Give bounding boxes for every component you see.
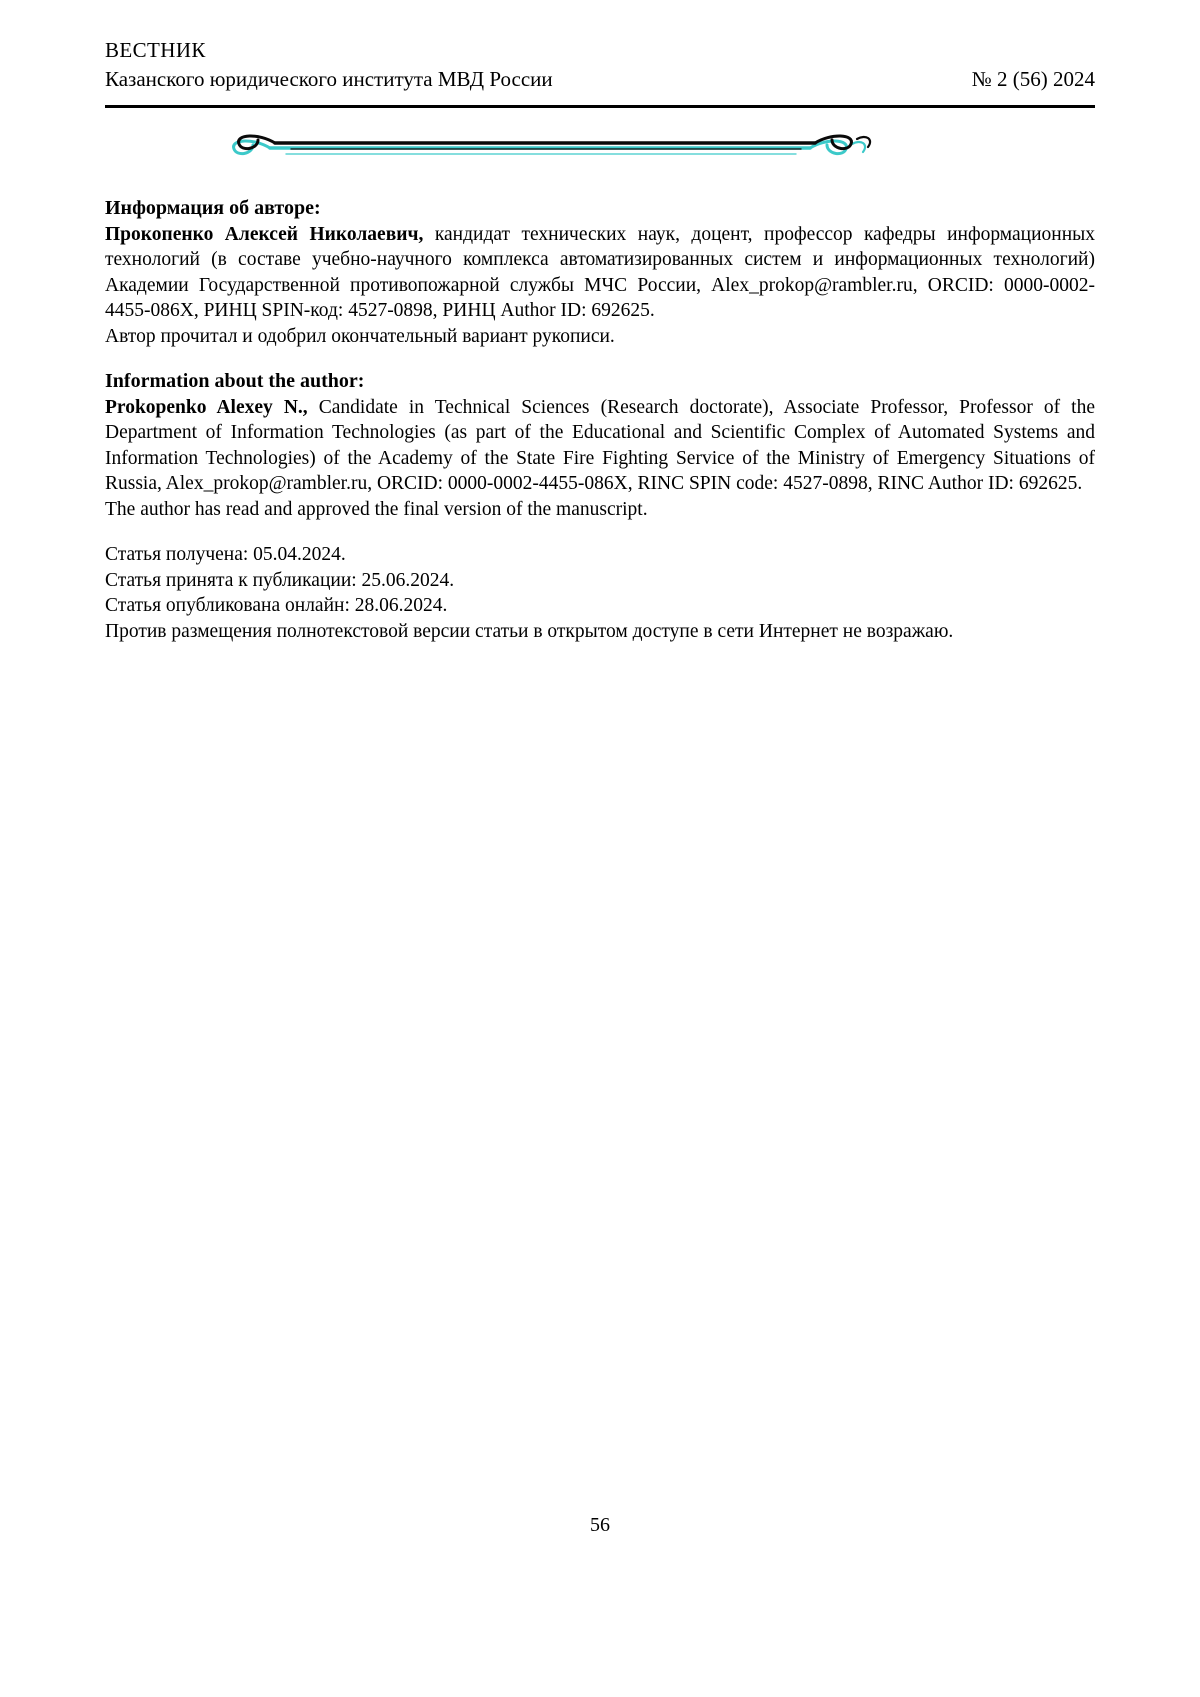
journal-subtitle: Казанского юридического института МВД России [105,67,553,91]
issue-number: № 2 (56) 2024 [971,67,1095,91]
author-info-en-heading: Information about the author: [105,370,365,392]
open-access-statement: Против размещения полнотекстовой версии статьи в открытом доступе в сети Интернет не возражаю. [105,620,954,642]
author-name-en: Prokopenko Alexey N., [105,396,308,418]
article-dates-section [105,542,1095,644]
author-info-en-paragraph [105,395,1095,497]
journal-name: ВЕСТНИК [105,38,206,62]
author-info-ru-paragraph [105,222,1095,324]
author-name-ru: Прокопенко Алексей Николаевич, [105,223,424,245]
decorative-divider [105,132,1095,168]
page-header [105,36,1095,108]
author-note-ru: Автор прочитал и одобрил окончательный вариант рукописи. [105,325,615,347]
author-info-ru-section [105,196,1095,349]
header-subtitle-row [105,64,1095,94]
author-info-ru-heading: Информация об авторе: [105,197,321,219]
date-accepted: Статья принята к публикации: 25.06.2024. [105,569,455,591]
page-number: 56 [590,1514,610,1536]
author-note-en: The author has read and approved the final version of the manuscript. [105,498,648,520]
ornament-rule-icon [223,132,879,166]
author-details-en: Candidate in Technical Sciences (Research doctorate), Associate Professor, Professor of the Department of Information Technologies (as part of the Educational and Scientific Complex of Automated Systems and Information Technologies) of the Academy of the State Fire Fighting Service of the Ministry of Emergency Situations of Russia, Alex_prokop@rambler.ru, ORCID: 0000-0002-4455-086X, RINC SPIN code: 4527-0898, RINC Author ID: 692625. [105,396,1095,494]
author-info-en-section [105,369,1095,522]
date-received: Статья получена: 05.04.2024. [105,544,346,565]
date-published: Статья опубликована онлайн: 28.06.2024. [105,595,448,616]
author-details-ru: кандидат технических наук, доцент, профессор кафедры информационных технологий (в составе учебно-научного комплекса автоматизированных систем и информационных технологий) Академии Государственной противопожарной службы МЧС России, Alex_prokop@rambler.ru, ORCID: 0000-0002-4455-086X, РИНЦ SPIN-код: 4527-0898, РИНЦ Author ID: 692625. [105,223,1095,321]
